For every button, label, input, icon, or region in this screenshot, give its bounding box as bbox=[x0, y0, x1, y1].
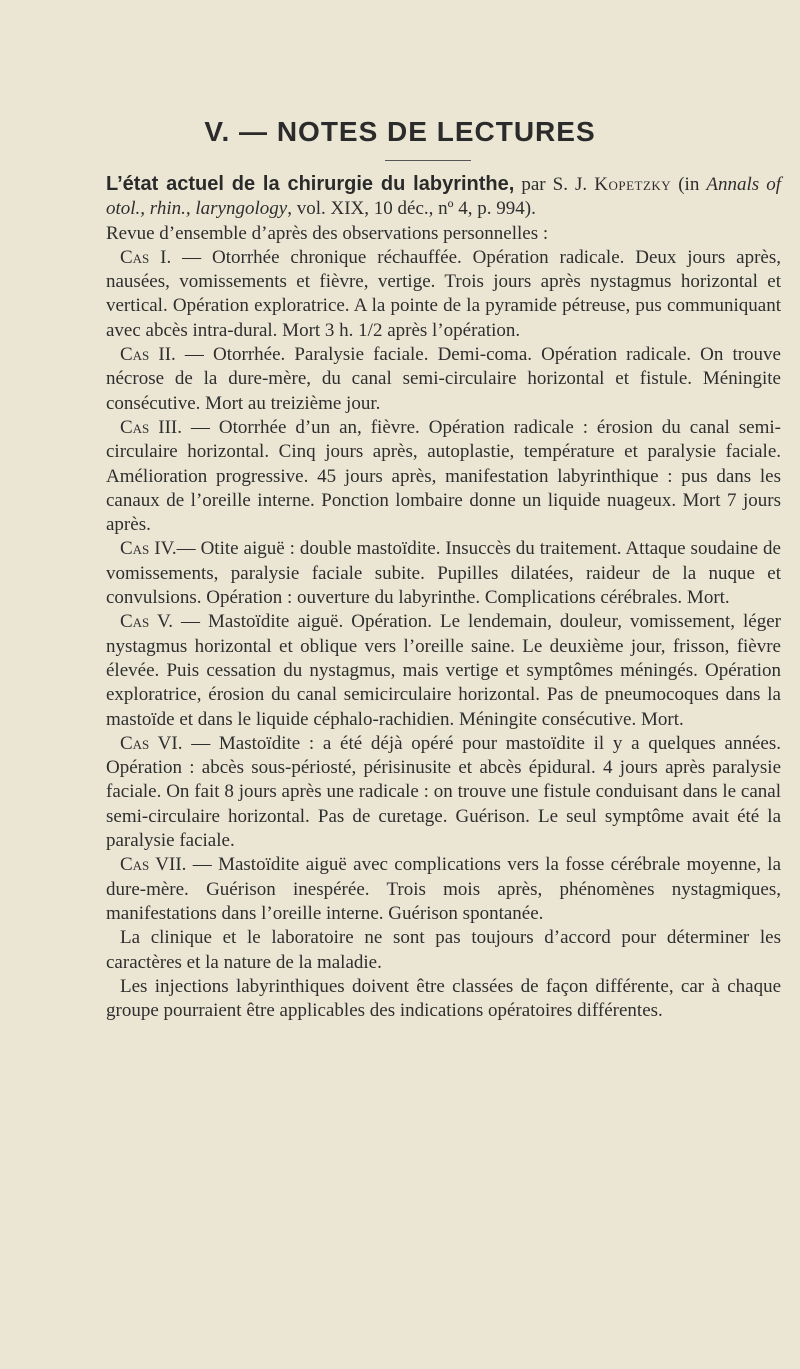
case-label: Cas VI. bbox=[120, 732, 183, 754]
article-by: par S. J. bbox=[514, 174, 595, 195]
case-text: — Otorrhée. Paralysie faciale. Demi-coma. Opération radicale. On trouve nécrose de la dure-mère, du canal semi-circulaire horizontal et fistule. Méningite consécutive. Mort au treizième jour. bbox=[106, 344, 781, 414]
case-paragraph bbox=[106, 537, 781, 610]
case-label: Cas V. bbox=[120, 611, 173, 633]
article-body bbox=[106, 172, 781, 1023]
article-journal: Annals of otol., rhin., laryngology bbox=[106, 174, 781, 220]
case-text: — Otorrhée d’un an, fièvre. Opération radicale : érosion du canal semi-circulaire horizontal. Cinq jours après, autoplastie, température et paralysie faciale. Amélioration progressive. 45 jours après, manifestation labyrinthique : pus dans les canaux de l’oreille interne. Ponction lombaire donne un liquide nuageux. Mort 7 jours après. bbox=[106, 416, 781, 536]
case-label: Cas VII. bbox=[120, 854, 187, 876]
article-author: Kopetzky bbox=[594, 174, 672, 195]
conclusion-paragraph: La clinique et le laboratoire ne sont pas toujours d’accord pour déterminer les caractères et la nature de la maladie. bbox=[106, 927, 781, 973]
case-paragraph bbox=[106, 853, 781, 926]
case-label: Cas IV. bbox=[120, 538, 177, 560]
case-text: — Otorrhée chronique réchauffée. Opération radicale. Deux jours après, nausées, vomissements et fièvre, vertige. Trois jours après nystagmus horizontal et vertical. Opération exploratrice. A la pointe de la pyramide pétreuse, pus communiquant avec abcès intra-dural. Mort 3 h. 1/2 après l’opération. bbox=[106, 246, 781, 341]
article-title: L’état actuel de la chirurgie du labyrinthe, bbox=[106, 173, 515, 195]
heading-rule bbox=[385, 160, 471, 161]
intro-paragraph: Revue d’ensemble d’après des observations personnelles : bbox=[106, 222, 549, 244]
case-label: Cas I. bbox=[120, 246, 172, 268]
case-label: Cas III. bbox=[120, 416, 182, 438]
case-text: — Mastoïdite : a été déjà opéré pour mastoïdite il y a quelques années. Opération : abcès sous-périosté, périsinusite et abcès épidural. 4 jours après paralysie faciale. On fait 8 jours après une radicale : on trouve une fistule conduisant dans le canal semi-circulaire horizontal. Pas de curetage. Guérison. Le seul symptôme avait été la paralysie faciale. bbox=[106, 732, 781, 852]
case-text: — Mastoïdite aiguë avec complications vers la fosse cérébrale moyenne, la dure-mère. Guérison inespérée. Trois mois après, phénomènes nystagmiques, manifestations dans l’oreille interne. Guérison spontanée. bbox=[106, 854, 782, 924]
article-header bbox=[106, 172, 781, 222]
case-label: Cas II. bbox=[120, 344, 176, 366]
case-text: — Otite aiguë : double mastoïdite. Insuccès du traitement. Attaque soudaine de vomissements, paralysie faciale subite. Pupilles dilatées, raideur de la nuque et convulsions. Opération : ouverture du labyrinthe. Complications cérébrales. Mort. bbox=[106, 538, 781, 609]
case-text: — Mastoïdite aiguë. Opération. Le lendemain, douleur, vomissement, léger nystagmus horizontal et oblique vers l’oreille saine. Le deuxième jour, frisson, fièvre élevée. Puis cessation du nystagmus, mais vertige et symptômes méningés. Opération exploratrice, érosion du canal semicirculaire horizontal. Pas de pneumocoques dans la mastoïde et dans le liquide céphalo-rachidien. Méningite consécutive. Mort. bbox=[106, 611, 781, 730]
case-paragraph bbox=[106, 610, 781, 731]
case-paragraph bbox=[106, 343, 781, 416]
article-source-open: (in bbox=[671, 174, 707, 195]
section-heading: V. — NOTES DE LECTURES bbox=[204, 116, 596, 147]
conclusion-paragraph: Les injections labyrinthiques doivent être classées de façon différente, car à chaque groupe pourraient être applicables des indications opératoires différentes. bbox=[106, 975, 781, 1022]
case-paragraph bbox=[106, 416, 781, 537]
case-paragraph bbox=[106, 732, 781, 853]
case-paragraph bbox=[106, 246, 781, 343]
article-source-close: , vol. XIX, 10 déc., nº 4, p. 994). bbox=[287, 198, 536, 220]
